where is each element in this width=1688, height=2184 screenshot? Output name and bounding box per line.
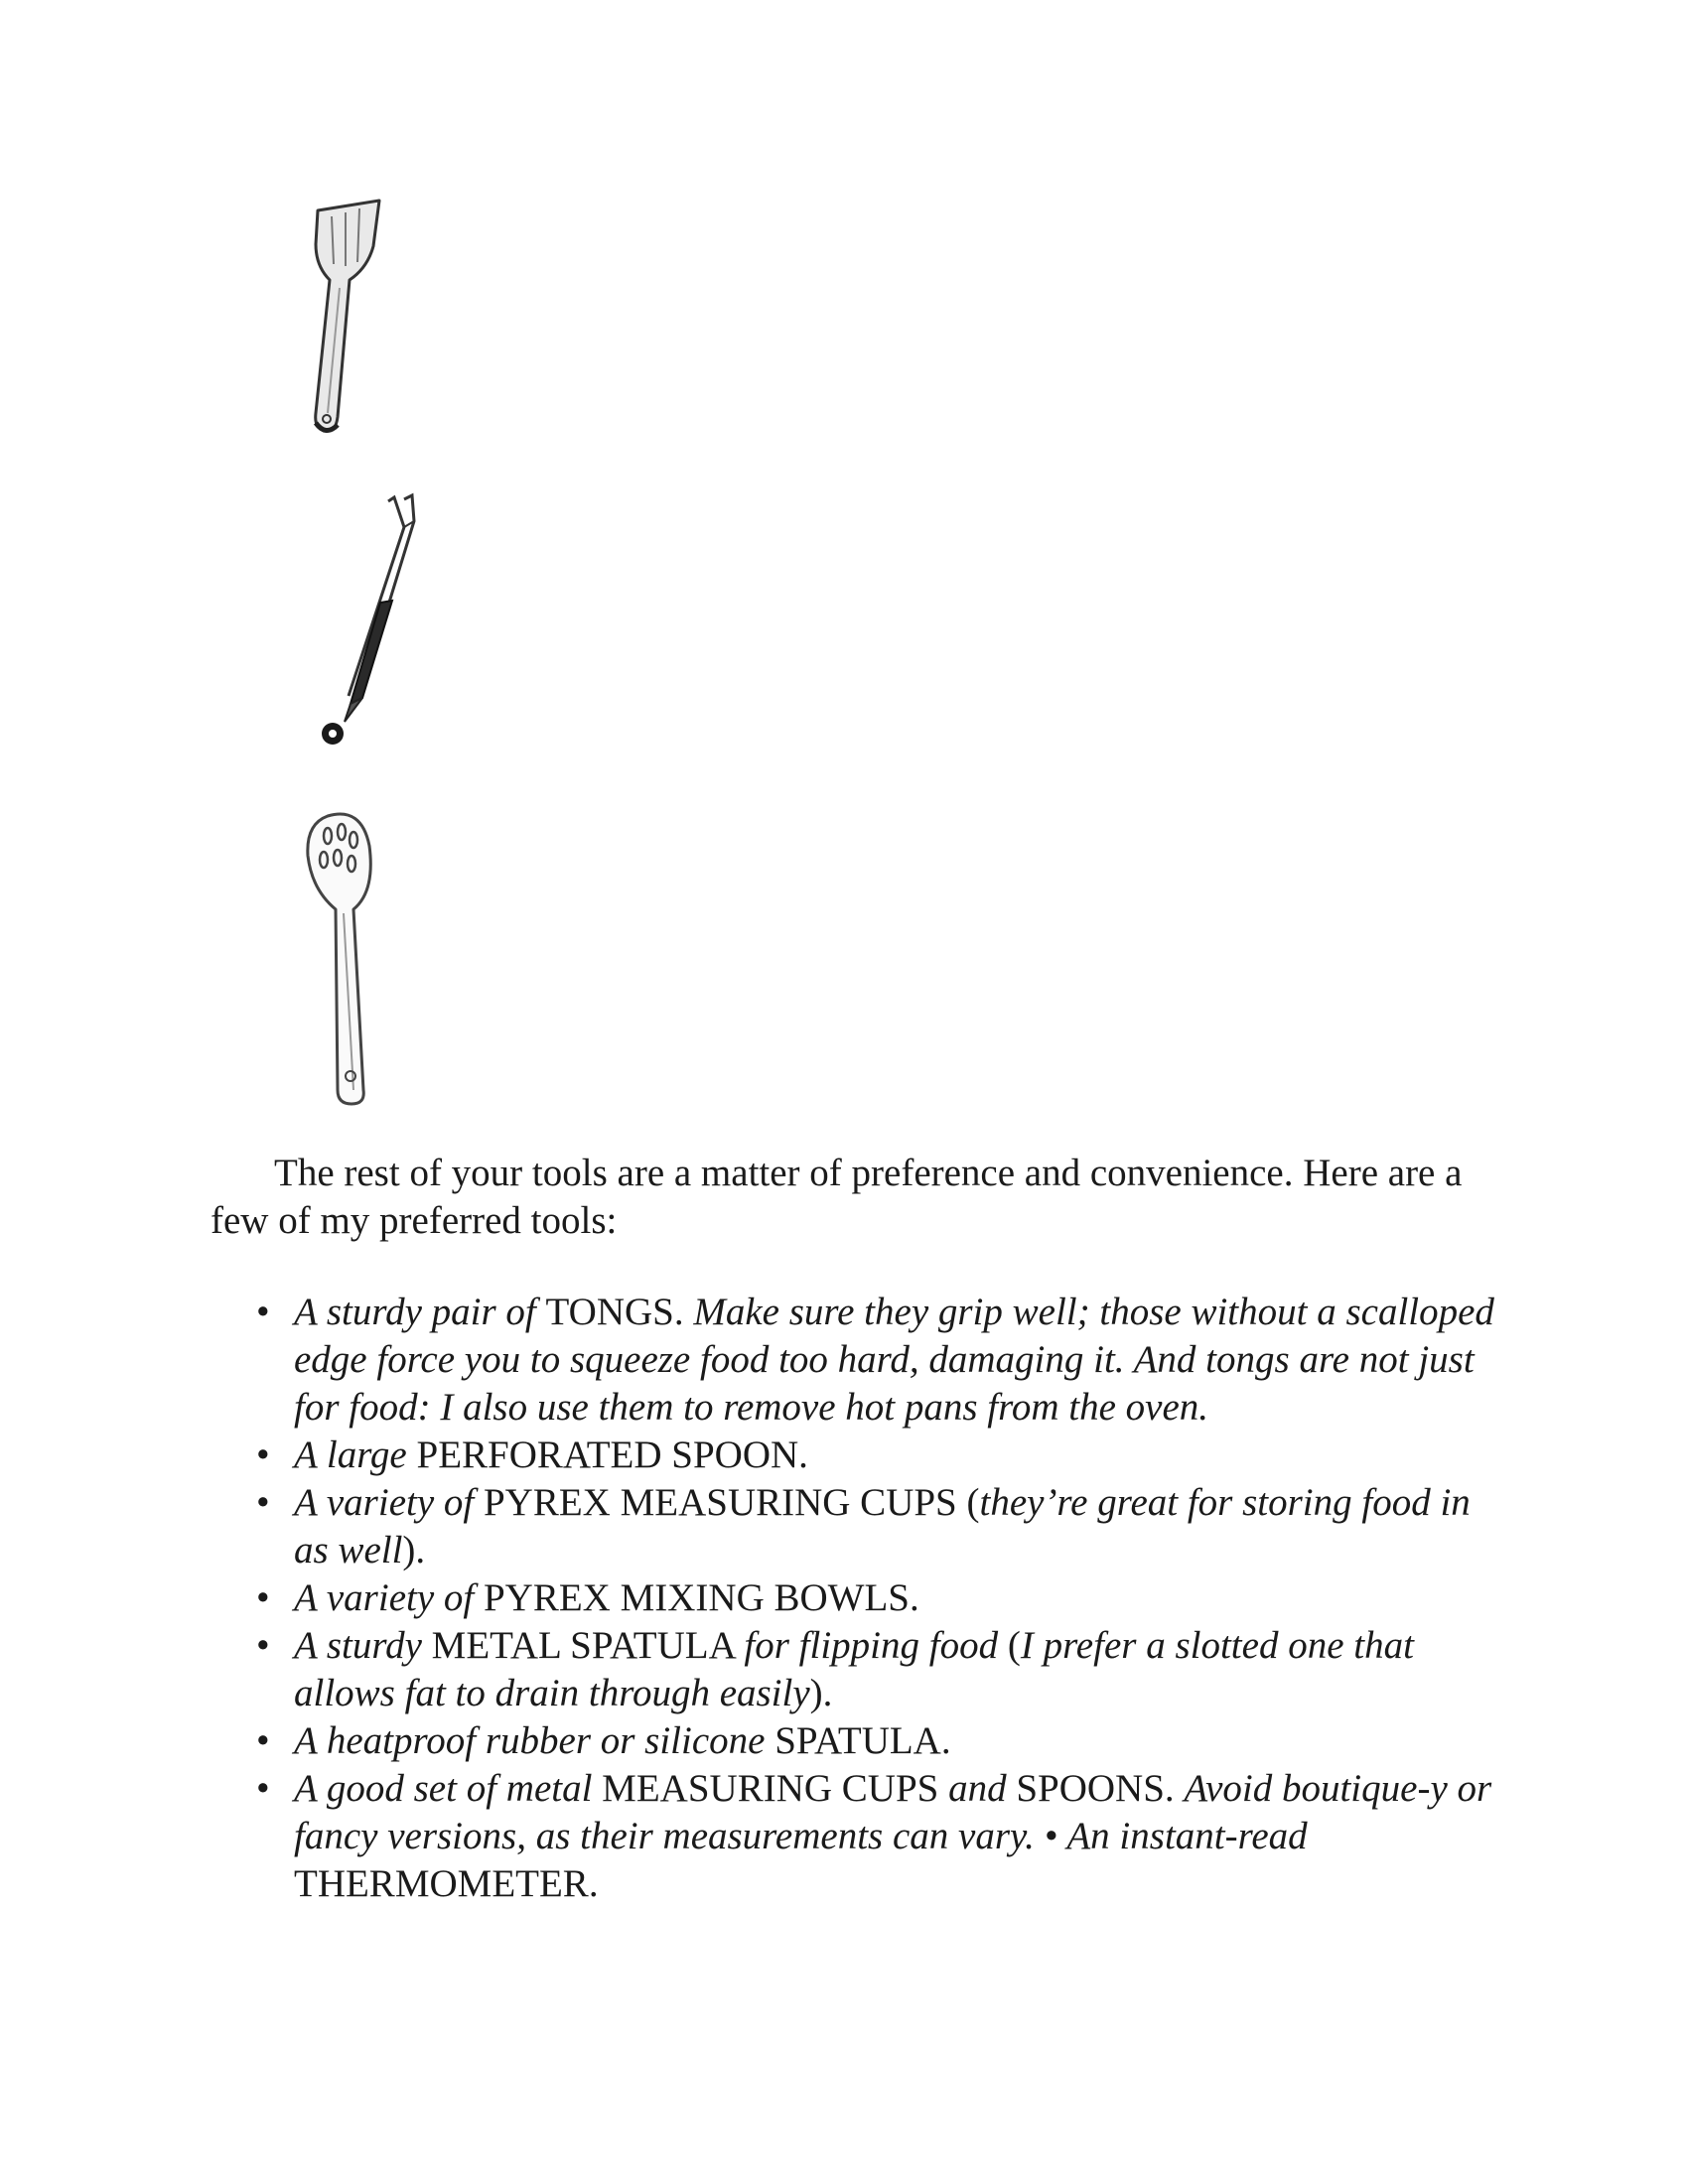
preferred-tools-list bbox=[211, 1289, 1501, 1908]
bullet-point: • bbox=[256, 1624, 270, 1667]
list-item bbox=[211, 1717, 1501, 1765]
list-item-text: A sturdy bbox=[294, 1624, 432, 1667]
list-item-text: PYREX MEASURING CUPS ( bbox=[483, 1481, 980, 1524]
list-item bbox=[211, 1622, 1501, 1717]
list-item-text: they’re great for storing food in as well bbox=[294, 1481, 1471, 1571]
bullet-point: • bbox=[256, 1719, 270, 1762]
bullet-point: • bbox=[256, 1291, 270, 1333]
list-item-text: ). bbox=[402, 1529, 426, 1571]
list-item bbox=[211, 1432, 1501, 1479]
bullet-point: • bbox=[256, 1576, 270, 1619]
list-item bbox=[211, 1765, 1501, 1908]
bullet-point: • bbox=[256, 1767, 270, 1810]
list-item-text: PERFORATED SPOON. bbox=[416, 1433, 808, 1476]
list-item bbox=[211, 1479, 1501, 1574]
perforated-spoon-icon bbox=[298, 806, 407, 1109]
list-item-text: ( bbox=[1007, 1624, 1021, 1667]
list-item-text: A variety of bbox=[294, 1481, 484, 1524]
intro-paragraph: The rest of your tools are a matter of preference and convenience. Here are a few of my preferred tools: bbox=[211, 1152, 1463, 1242]
list-item-text: and bbox=[948, 1767, 1017, 1810]
bullet-point: • bbox=[256, 1481, 270, 1524]
list-item-text: THERMOMETER. bbox=[294, 1862, 599, 1905]
list-item bbox=[211, 1574, 1501, 1622]
list-item-text: SPOONS. bbox=[1016, 1767, 1185, 1810]
list-item-text: SPATULA. bbox=[774, 1719, 951, 1762]
list-item-text: A variety of bbox=[294, 1576, 484, 1619]
list-item bbox=[211, 1289, 1501, 1432]
list-item-text: MEASURING CUPS bbox=[602, 1767, 949, 1810]
list-item-text: A heatproof rubber or silicone bbox=[294, 1719, 775, 1762]
list-item-text: for flipping food bbox=[744, 1624, 1008, 1667]
list-item-text: A large bbox=[294, 1433, 417, 1476]
wooden-spatula-icon bbox=[288, 189, 397, 447]
list-item-text: ). bbox=[809, 1672, 833, 1714]
list-item-text: Make sure they grip well; those without a scalloped edge force you to squeeze food too hard, damaging it. And tongs are not just for food: I also use them to remove hot pans from the oven. bbox=[294, 1291, 1494, 1429]
list-item-text: A sturdy pair of bbox=[294, 1291, 546, 1333]
list-item-text: PYREX MIXING BOWLS. bbox=[483, 1576, 919, 1619]
tongs-icon bbox=[293, 491, 452, 754]
list-item-text: TONGS. bbox=[545, 1291, 694, 1333]
bullet-point: • bbox=[256, 1433, 270, 1476]
list-item-text: I prefer a slotted one that allows fat to drain through easily bbox=[294, 1624, 1414, 1714]
list-item-text: A good set of metal bbox=[294, 1767, 603, 1810]
list-item-text: METAL SPATULA bbox=[431, 1624, 745, 1667]
list-item-text: Avoid boutique-y or fancy versions, as their measurements can vary. • An instant-read bbox=[294, 1767, 1492, 1857]
